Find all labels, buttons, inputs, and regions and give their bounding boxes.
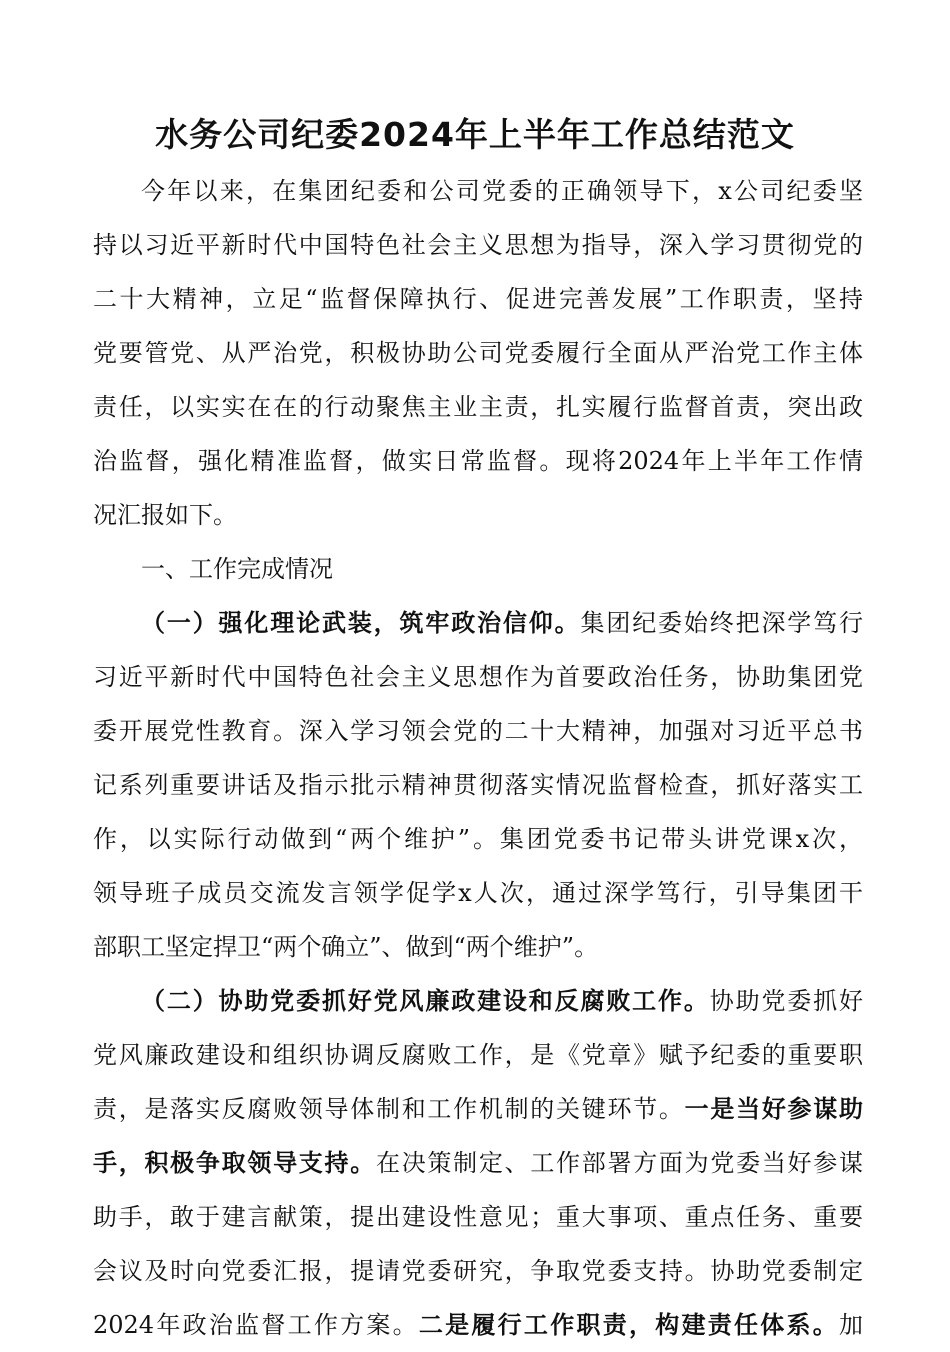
paragraph-line xyxy=(93,326,863,380)
text-run: 记系列重要讲话及指示批示精神贯彻落实情况监督检查，抓好落实工 xyxy=(93,771,863,799)
paragraph-line xyxy=(93,1028,863,1082)
text-run: 会议及时向党委汇报，提请党委研究，争取党委支持。协助党委制定 xyxy=(93,1257,863,1285)
paragraph-line xyxy=(93,272,863,326)
paragraph-line xyxy=(93,164,863,218)
section-heading xyxy=(93,542,863,596)
text-run: 党风廉政建设和组织协调反腐败工作，是《党章》赋予纪委的重要职 xyxy=(93,1041,863,1069)
paragraph-line xyxy=(93,758,863,812)
text-run: 委开展党性教育。深入学习领会党的二十大精神，加强对习近平总书 xyxy=(93,717,863,745)
text-run: 领导班子成员交流发言领学促学x人次，通过深学笃行，引导集团干 xyxy=(93,879,863,907)
paragraph-line xyxy=(93,1244,863,1298)
paragraph-line xyxy=(93,920,863,974)
emphasis-run: 一是当好参谋助 xyxy=(684,1094,863,1123)
text-run: 责任，以实实在在的行动聚焦主业主责，扎实履行监督首责，突出政 xyxy=(93,393,863,421)
subsection-heading: （一）强化理论武装，筑牢政治信仰。 xyxy=(141,608,581,637)
document-body xyxy=(93,164,863,1352)
text-run: 今年以来，在集团纪委和公司党委的正确领导下，x公司纪委坚 xyxy=(141,177,863,205)
section-heading-text: 一、工作完成情况 xyxy=(141,555,333,583)
paragraph-line xyxy=(93,218,863,272)
text-run: 二十大精神，立足“监督保障执行、促进完善发展”工作职责，坚持 xyxy=(93,285,863,313)
paragraph-line xyxy=(93,1190,863,1244)
text-run: 在决策制定、工作部署方面为党委当好参谋 xyxy=(375,1149,863,1177)
paragraph-line xyxy=(93,974,863,1028)
paragraph-line xyxy=(93,1082,863,1136)
text-run: 况汇报如下。 xyxy=(93,501,237,529)
text-run: 治监督，强化精准监督，做实日常监督。现将2024年上半年工作情 xyxy=(93,447,863,475)
paragraph-line xyxy=(93,1136,863,1190)
document-title: 水务公司纪委2024年上半年工作总结范文 xyxy=(155,115,795,154)
text-run: 作，以实际行动做到“两个维护”。集团党委书记带头讲党课x次， xyxy=(93,825,863,853)
text-run: 习近平新时代中国特色社会主义思想作为首要政治任务，协助集团党 xyxy=(93,663,863,691)
emphasis-run: 二是履行工作职责，构建责任体系。 xyxy=(418,1310,840,1339)
text-run: 2024年政治监督工作方案。 xyxy=(93,1311,419,1339)
paragraph-line xyxy=(93,650,863,704)
paragraph-line xyxy=(93,596,863,650)
paragraph-line xyxy=(93,866,863,920)
text-run: 加 xyxy=(839,1311,863,1339)
text-run: 助手，敢于建言献策，提出建设性意见；重大事项、重点任务、重要 xyxy=(93,1203,863,1231)
text-run: 部职工坚定捍卫“两个确立”、做到“两个维护”。 xyxy=(93,933,599,961)
text-run: 集团纪委始终把深学笃行 xyxy=(580,609,863,637)
paragraph-line xyxy=(93,488,863,542)
paragraph-line xyxy=(93,812,863,866)
text-run: 协助党委抓好 xyxy=(709,987,863,1015)
text-run: 持以习近平新时代中国特色社会主义思想为指导，深入学习贯彻党的 xyxy=(93,231,863,259)
text-run: 责，是落实反腐败领导体制和工作机制的关键环节。 xyxy=(93,1095,685,1123)
paragraph-line xyxy=(93,704,863,758)
text-run: 党要管党、从严治党，积极协助公司党委履行全面从严治党工作主体 xyxy=(93,339,863,367)
emphasis-run: 手，积极争取领导支持。 xyxy=(93,1148,376,1177)
subsection-heading: （二）协助党委抓好党风廉政建设和反腐败工作。 xyxy=(141,986,710,1015)
paragraph-line xyxy=(93,380,863,434)
paragraph-line xyxy=(93,434,863,488)
